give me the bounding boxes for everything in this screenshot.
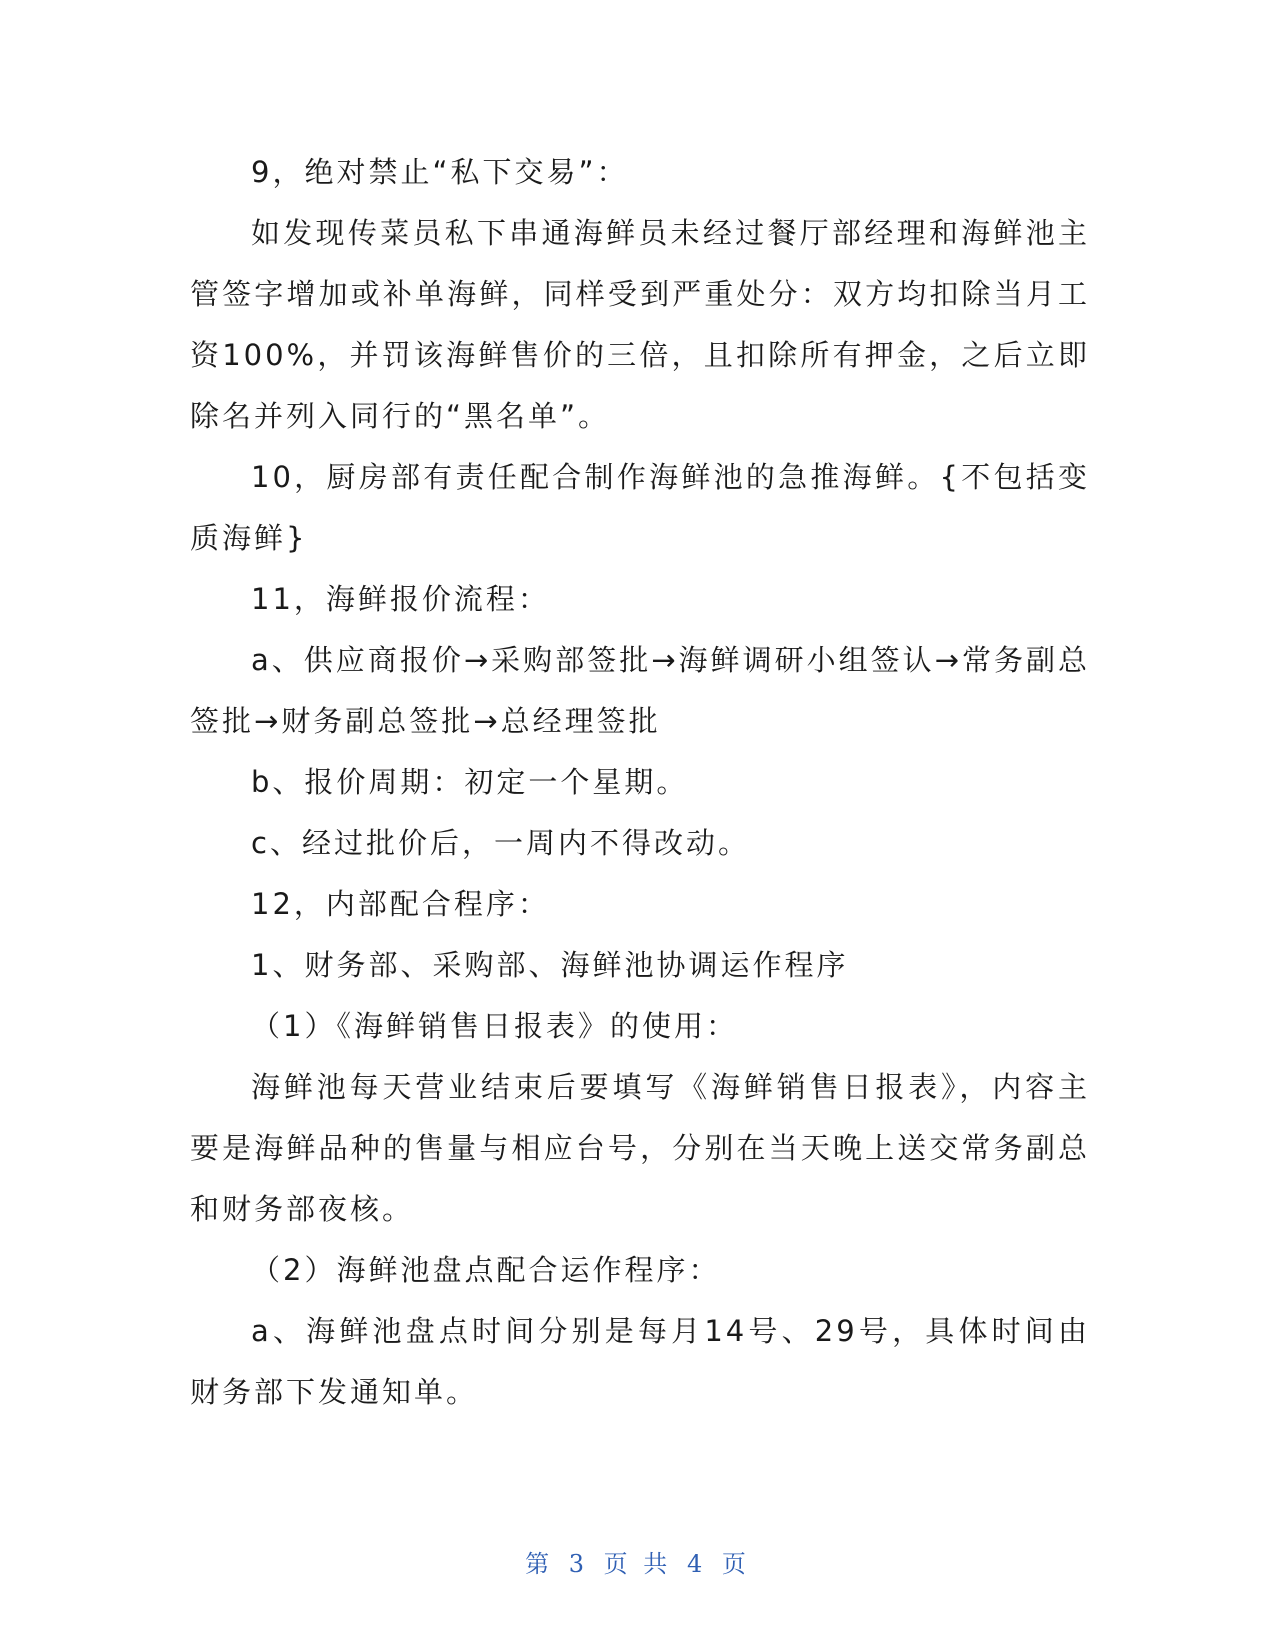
document-body <box>190 142 1090 1423</box>
paragraph-daily-report-body: 海鲜池每天营业结束后要填写《海鲜销售日报表》，内容主要是海鲜品种的售量与相应台号，分别在当天晚上送交常务副总和财务部夜核。 <box>190 1070 1090 1226</box>
footer-suffix: 页 <box>721 1550 750 1578</box>
paragraph-inventory-heading: （2）海鲜池盘点配合运作程序： <box>251 1253 721 1287</box>
paragraph-quote-flow-a: a、供应商报价→采购部签批→海鲜调研小组签认→常务副总签批→财务副总签批→总经理签批 <box>190 643 1090 738</box>
paragraph-coordination-1: 1、财务部、采购部、海鲜池协调运作程序 <box>251 948 849 982</box>
paragraph-daily-report-heading: （1）《海鲜销售日报表》的使用： <box>251 1009 738 1043</box>
footer-current-page: 3 <box>568 1550 589 1578</box>
paragraph-private-trade-rule: 如发现传菜员私下串通海鲜员未经过餐厅部经理和海鲜池主管签字增加或补单海鲜，同样受到严重处分：双方均扣除当月工资100%，并罚该海鲜售价的三倍，且扣除所有押金，之后立即除名并列入同行的“黑名单”。 <box>190 216 1090 433</box>
paragraph-quote-lock-c: c、经过批价后，一周内不得改动。 <box>251 826 750 860</box>
paragraph-quote-cycle-b: b、报价周期：初定一个星期。 <box>251 765 689 799</box>
paragraph-item-10: 10，厨房部有责任配合制作海鲜池的急推海鲜。{不包括变质海鲜} <box>190 460 1090 555</box>
paragraph-item-12: 12，内部配合程序： <box>251 887 550 921</box>
paragraph-item-9: 9，绝对禁止“私下交易”： <box>251 155 629 189</box>
footer-middle: 页 共 <box>603 1550 672 1578</box>
page-footer <box>0 1544 1275 1579</box>
paragraph-item-11: 11，海鲜报价流程： <box>251 582 550 616</box>
footer-prefix: 第 <box>525 1550 554 1578</box>
footer-total-pages: 4 <box>686 1550 707 1578</box>
paragraph-inventory-a: a、海鲜池盘点时间分别是每月14号、29号，具体时间由财务部下发通知单。 <box>190 1314 1090 1409</box>
